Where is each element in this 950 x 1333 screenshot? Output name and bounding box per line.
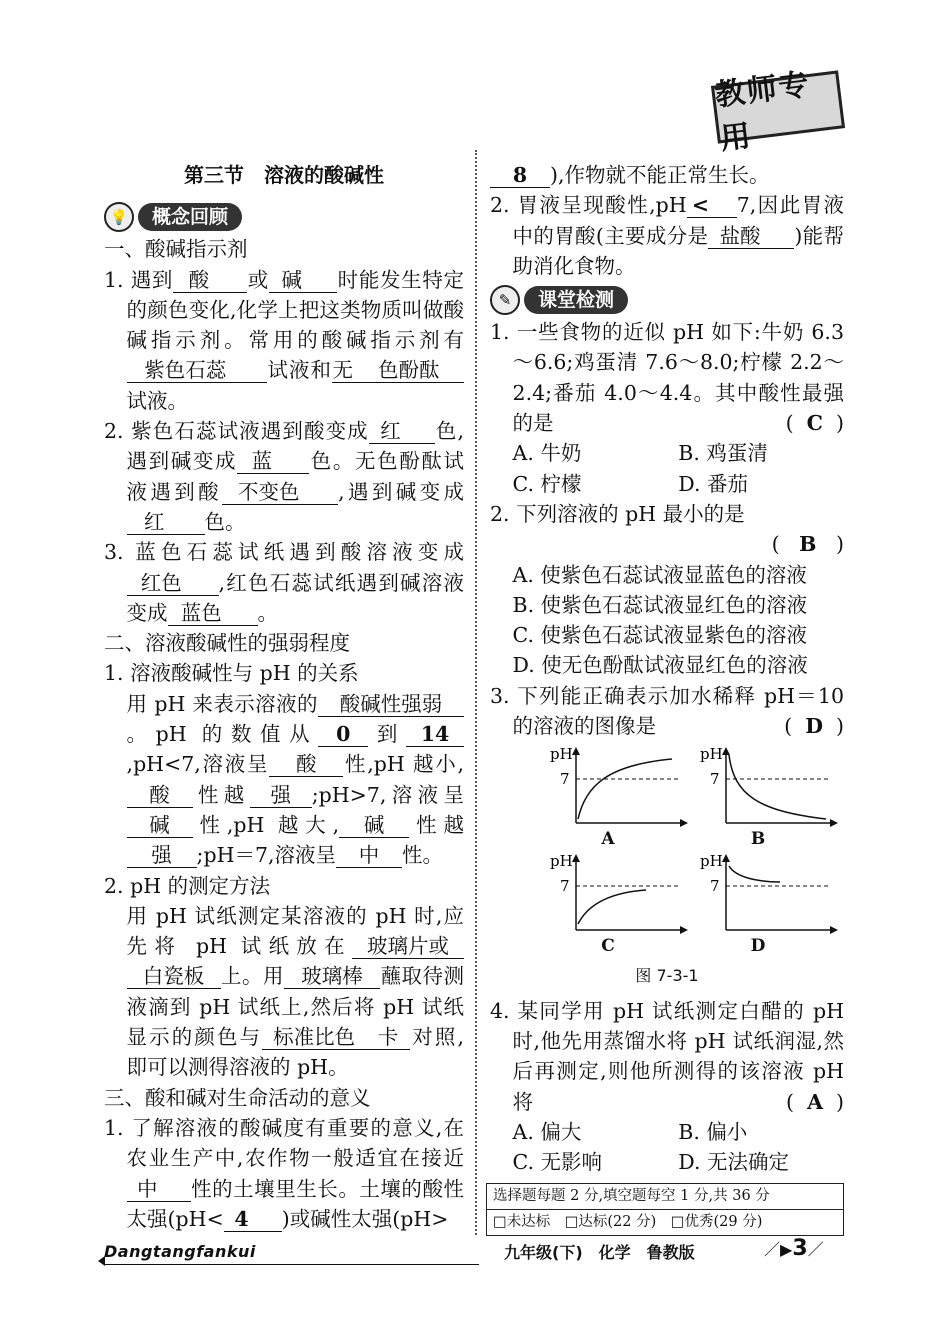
svg-text:7: 7 xyxy=(710,877,720,896)
item-1-1: 1. 遇到 酸 或 碱 时能发生特定的颜色变化,化学上把这类物质叫做酸碱指示剂。常用的酸碱指示剂有紫色石蕊 试液和无 色酚酞试液。 xyxy=(104,267,465,413)
figure-caption: 图 7-3-1 xyxy=(635,966,699,986)
footer-rule xyxy=(104,1264,479,1265)
graph-d: pH 7 D xyxy=(698,852,848,957)
svg-text:pH: pH xyxy=(550,745,573,764)
question-2-options: A. 使紫色石蕊试液显蓝色的溶液 B. 使紫色石蕊试液显红色的溶液 C. 使紫色石蕊试液显紫色的溶液 D. 使无色酚酞试液显红色的溶液 xyxy=(512,562,808,678)
brand-logo: Dangtangfankui xyxy=(104,1242,256,1261)
svg-text:7: 7 xyxy=(710,770,720,789)
item-2-2-title: 2. pH 的测定方法 xyxy=(104,873,271,898)
score-box: 选择题每题 2 分,填空题每空 1 分,共 36 分 □未达标 □达标(22 分) □优秀(29 分) xyxy=(486,1183,844,1236)
left-column xyxy=(104,160,464,1234)
page-footer xyxy=(104,1236,844,1270)
svg-text:pH: pH xyxy=(700,745,723,764)
item-2-1: 用 pH 来表示溶液的 酸碱性强弱。pH 的数值从 0 到 14,pH<7,溶液呈 酸 性,pH 越小,酸 性越 强 ;pH>7,溶液呈碱 性,pH 越大, 碱 性越强 ;pH＝7,溶液呈 中 性。 xyxy=(126,691,464,868)
question-4: 4. 某同学用 pH 试纸测定白醋的 pH 时,他先用蒸馏水将 pH 试纸润湿,然后再测定,则他所测得的该溶液 pH 将 ( A ) xyxy=(490,998,844,1114)
item-2-1-title: 1. 溶液酸碱性与 pH 的关系 xyxy=(104,661,359,686)
question-1: 1. 一些食物的近似 pH 如下:牛奶 6.3～6.6;鸡蛋清 7.6～8.0;柠檬 2.2～2.4;番茄 4.0～4.4。其中酸性最强的是 ( C ) xyxy=(490,320,844,436)
svg-text:pH: pH xyxy=(550,852,573,871)
column-divider xyxy=(475,150,477,1235)
item-3-2: 2. 胃液呈现酸性,pH < 7,因此胃液中的胃酸(主要成分是 盐酸 )能帮助消化食物。 xyxy=(490,193,845,278)
graph-a: pH 7 A xyxy=(548,745,698,850)
question-3: 3. 下列能正确表示加水稀释 pH＝10 的溶液的图像是 ( D ) xyxy=(490,683,844,739)
svg-text:7: 7 xyxy=(560,770,570,789)
item-2-2: 用 pH 试纸测定某溶液的 pH 时,应先将 pH 试纸放在 玻璃片或白瓷板 上。用 玻璃棒 蘸取待测液滴到 pH 试纸上,然后将 pH 试纸显示的颜色与 标准比色 卡 对照,即可以测得溶液的 pH。 xyxy=(126,903,465,1080)
item-1-2: 2. 紫色石蕊试液遇到酸变成 红 色,遇到碱变成 蓝 色。无色酚酞试液遇到酸 不变色 ,遇到碱变成红 色。 xyxy=(104,419,465,534)
heading-strength: 二、溶液酸碱性的强弱程度 xyxy=(104,631,350,656)
question-1-options: A. 牛奶 B. 鸡蛋清 C. 柠檬 D. 番茄 xyxy=(512,441,768,496)
svg-text:7: 7 xyxy=(560,877,570,896)
banner-concept-review: 💡 概念回顾 xyxy=(104,202,242,232)
right-column xyxy=(490,160,844,1236)
heading-indicators: 一、酸碱指示剂 xyxy=(104,237,248,262)
page-number: ／▶3／ xyxy=(764,1236,824,1261)
item-3-1-cont: 8 ),作物就不能正常生长。 xyxy=(490,160,844,190)
lightbulb-icon: 💡 xyxy=(104,202,134,232)
banner-classroom-test: ✎ 课堂检测 xyxy=(490,285,628,315)
teacher-only-stamp: 教师专用 xyxy=(711,70,845,143)
graph-b: pH 7 B xyxy=(698,745,848,850)
heading-life: 三、酸和碱对生命活动的意义 xyxy=(104,1085,371,1110)
question-2-answer: ( B ) xyxy=(771,532,844,557)
question-2: 2. 下列溶液的 pH 最小的是 xyxy=(490,501,745,526)
dilution-graphs xyxy=(548,745,848,957)
pencil-icon: ✎ xyxy=(490,285,520,315)
footer-info: 九年级(下) 化学 鲁教版 xyxy=(504,1243,695,1262)
item-3-1: 1. 了解溶液的酸碱度有重要的意义,在农业生产中,农作物一般适宜在接近中 性的土壤里生长。土壤的酸性太强(pH< 4 )或碱性太强(pH> xyxy=(104,1115,464,1231)
question-4-options: A. 偏大 B. 偏小 C. 无影响 D. 无法确定 xyxy=(512,1119,790,1175)
svg-text:pH: pH xyxy=(700,852,723,871)
item-1-3: 3. 蓝色石蕊试纸遇到酸溶液变成红色 ,红色石蕊试纸遇到碱溶液变成 蓝色 。 xyxy=(104,540,464,625)
answer-q1: C xyxy=(806,411,823,436)
section-title: 第三节 溶液的酸碱性 xyxy=(184,163,384,187)
graph-c: pH 7 C xyxy=(548,852,698,957)
